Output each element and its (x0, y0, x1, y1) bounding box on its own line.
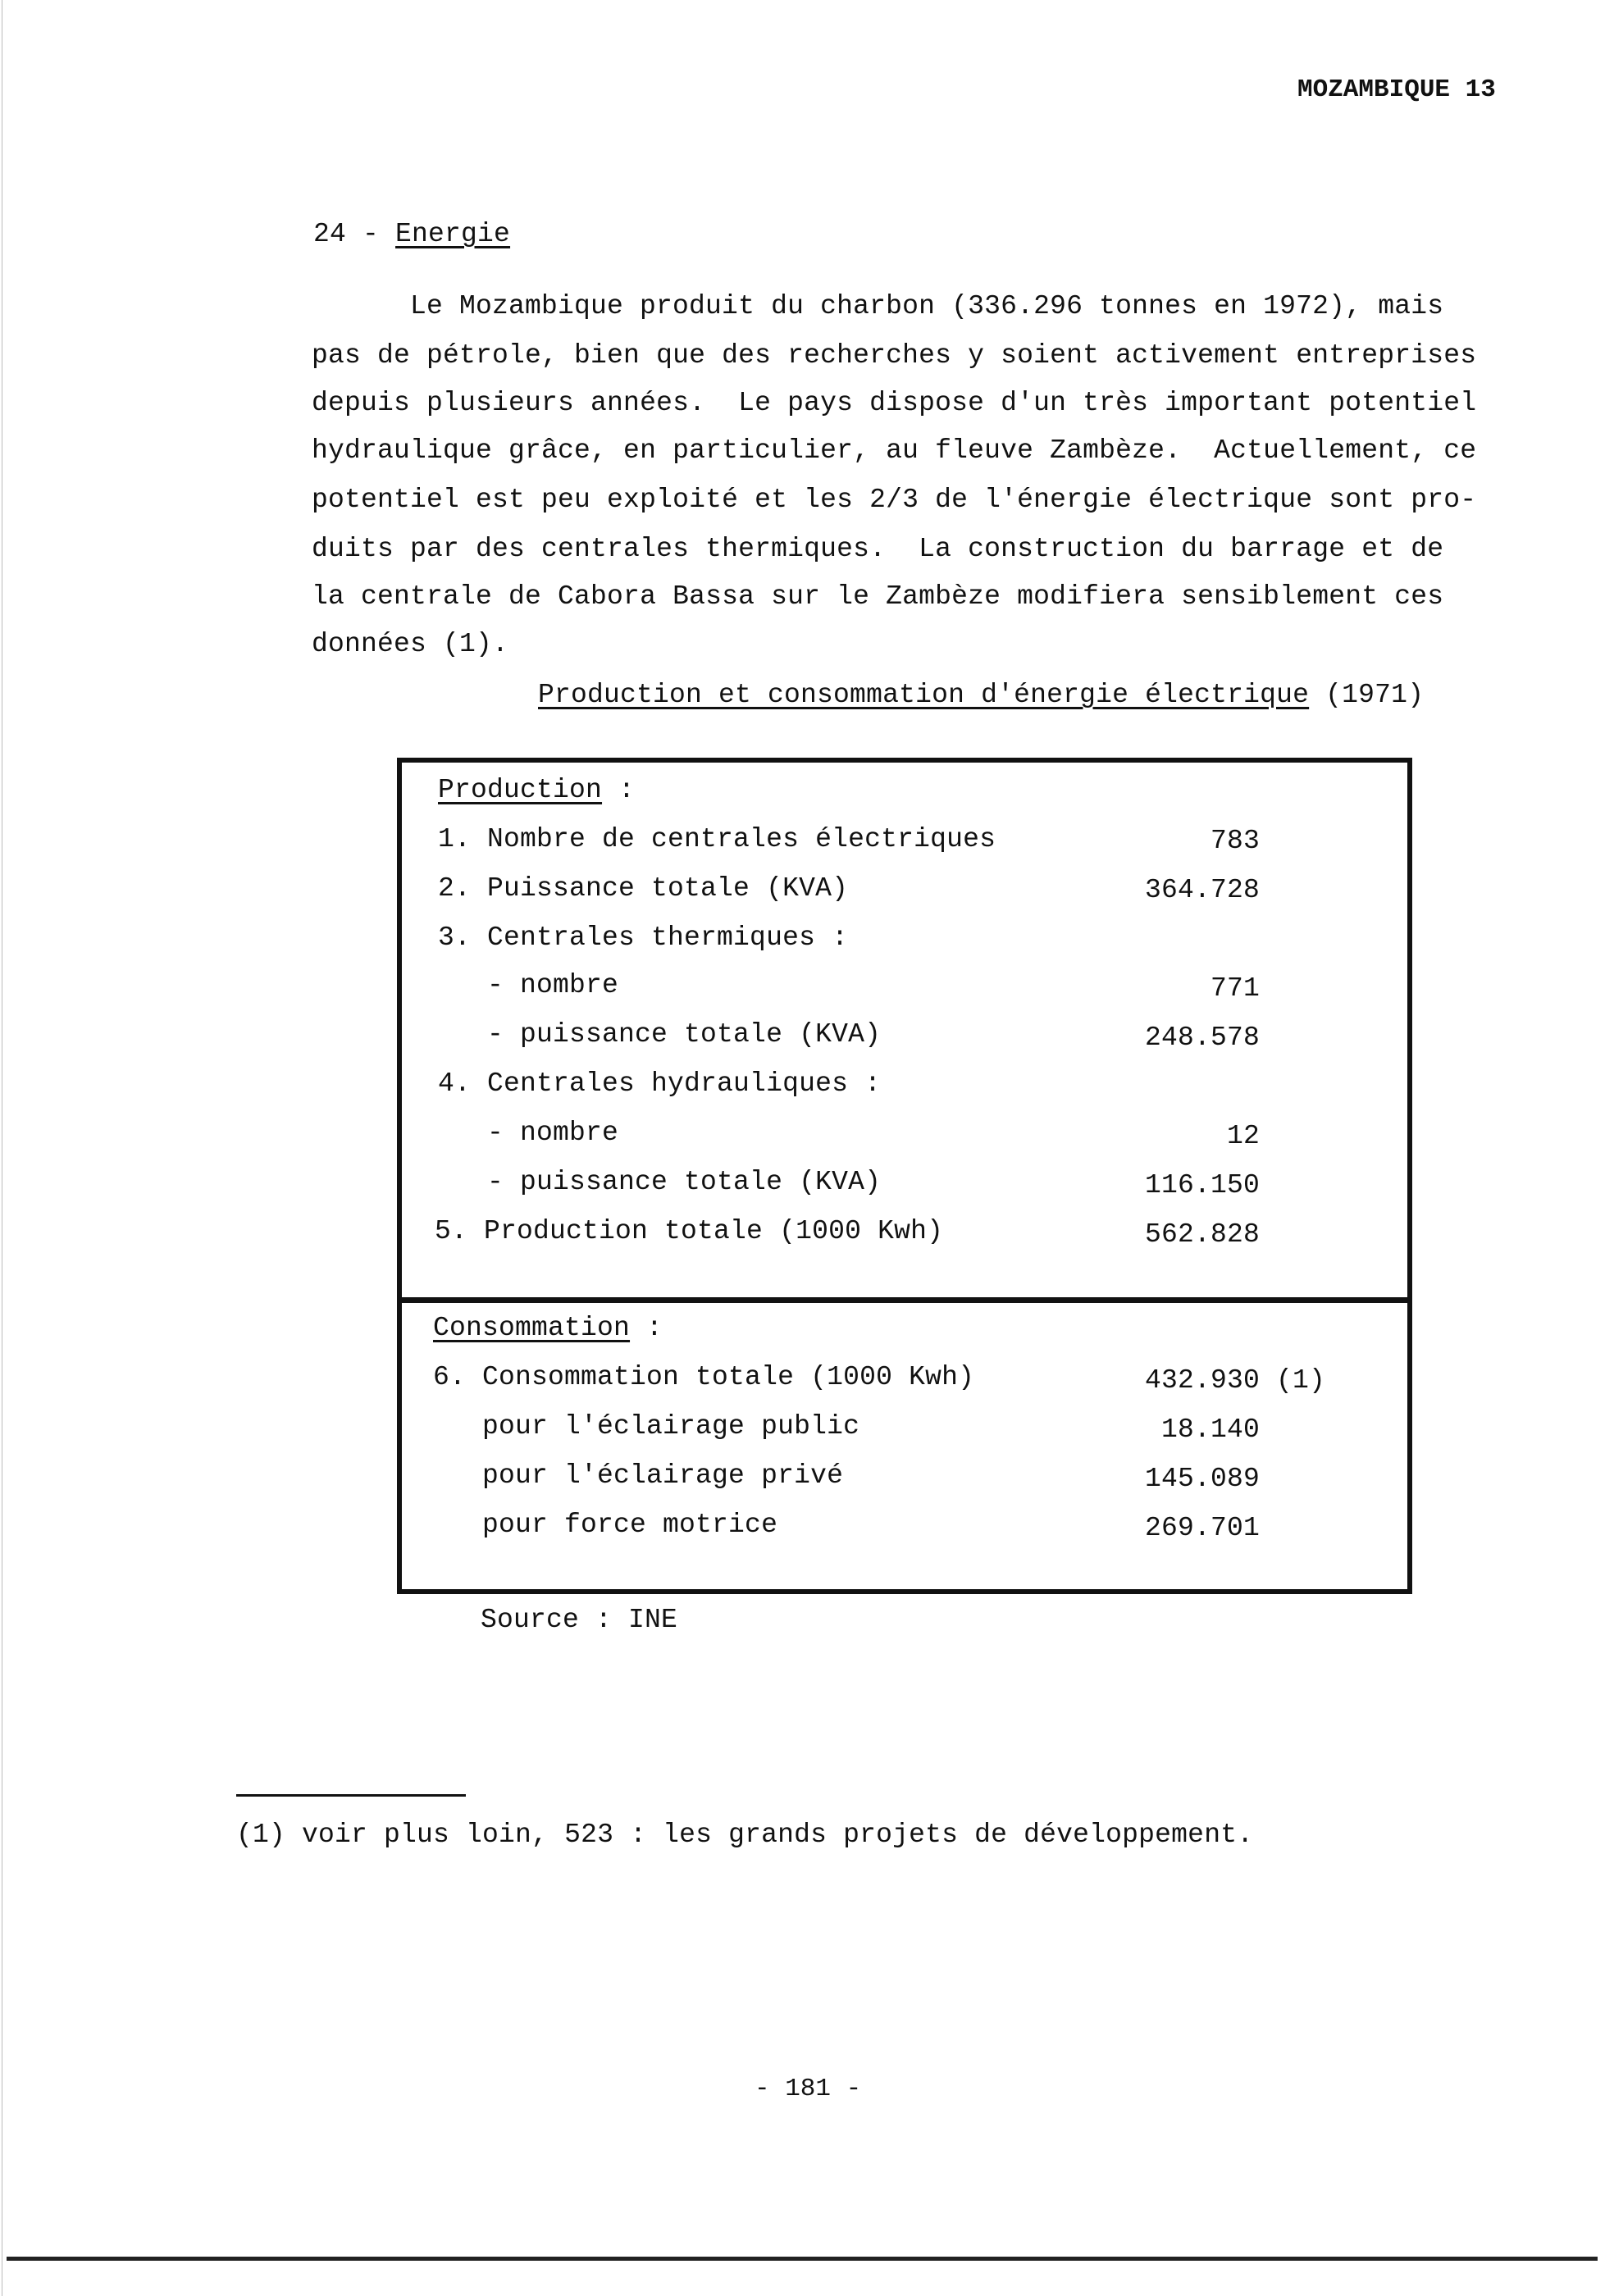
table-row-label: pour l'éclairage public (433, 1411, 860, 1442)
consommation-heading (433, 1312, 663, 1345)
section-heading (313, 218, 510, 251)
paragraph-line: données (1). (312, 629, 509, 659)
section-number: 24 - (313, 219, 380, 249)
table-row-value: 116.150 (1144, 1170, 1260, 1200)
table-source: Source : INE (481, 1605, 678, 1635)
table-row-label: 2. Puissance totale (KVA) (438, 873, 849, 904)
table-row-label: 3. Centrales thermiques : (438, 922, 849, 953)
table-row-label: pour l'éclairage privé (433, 1460, 844, 1491)
production-heading-suffix: : (602, 775, 636, 805)
table-caption-year: (1971) (1325, 680, 1425, 710)
paragraph-line: hydraulique grâce, en particulier, au fleuve Zambèze. Actuellement, ce (312, 435, 1477, 466)
table-row-label: 5. Production totale (1000 Kwh) (435, 1216, 944, 1246)
production-heading (438, 774, 635, 807)
consommation-heading-label: Consommation (433, 1313, 631, 1343)
footnote: (1) voir plus loin, 523 : les grands projets de développement. (236, 1820, 1254, 1850)
scan-bottom-edge (7, 2257, 1598, 2261)
paragraph-line: Le Mozambique produit du charbon (336.296 tonnes en 1972), mais (410, 291, 1444, 321)
table-row-label: pour force motrice (433, 1510, 778, 1540)
section-title: Energie (395, 219, 511, 249)
running-header: MOZAMBIQUE 13 (1297, 75, 1496, 104)
table-row-value: 269.701 (1144, 1513, 1260, 1543)
paragraph-line: la centrale de Cabora Bassa sur le Zambèze modifiera sensiblement ces (312, 581, 1444, 612)
table-row-label: 4. Centrales hydrauliques : (438, 1068, 882, 1099)
consommation-heading-suffix: : (630, 1313, 663, 1343)
table-section-divider (397, 1297, 1412, 1303)
footnote-rule (236, 1794, 466, 1797)
table-row-value: 18.140 (1160, 1414, 1260, 1445)
table-row-note: (1) (1276, 1365, 1326, 1396)
table-caption-title: Production et consommation d'énergie électrique (538, 680, 1310, 710)
table-row-label: - nombre (438, 1118, 619, 1148)
page-number: - 181 - (755, 2075, 862, 2103)
table-row-value: 783 (1210, 826, 1260, 856)
table-row-label: - nombre (438, 970, 619, 1000)
table-row-value: 145.089 (1144, 1464, 1260, 1494)
paragraph-line: duits par des centrales thermiques. La construction du barrage et de (312, 534, 1444, 564)
table-row-label: - puissance totale (KVA) (438, 1167, 882, 1197)
table-row-label: - puissance totale (KVA) (438, 1019, 882, 1050)
paragraph-line: potentiel est peu exploité et les 2/3 de l'énergie électrique sont pro- (312, 485, 1477, 515)
table-caption (538, 679, 1424, 712)
table-row-value: 12 (1226, 1121, 1260, 1151)
paragraph-line: pas de pétrole, bien que des recherches y soient activement entreprises (312, 340, 1477, 371)
table-row-value: 364.728 (1144, 875, 1260, 905)
paragraph-line: depuis plusieurs années. Le pays dispose d'un très important potentiel (312, 388, 1477, 418)
table-row-label: 1. Nombre de centrales électriques (438, 824, 996, 854)
table-row-label: 6. Consommation totale (1000 Kwh) (433, 1362, 975, 1392)
production-heading-label: Production (438, 775, 603, 805)
table-row-value: 248.578 (1144, 1023, 1260, 1053)
table-row-value: 432.930 (1144, 1365, 1260, 1396)
table-row-value: 562.828 (1144, 1219, 1260, 1250)
table-row-value: 771 (1210, 973, 1260, 1004)
